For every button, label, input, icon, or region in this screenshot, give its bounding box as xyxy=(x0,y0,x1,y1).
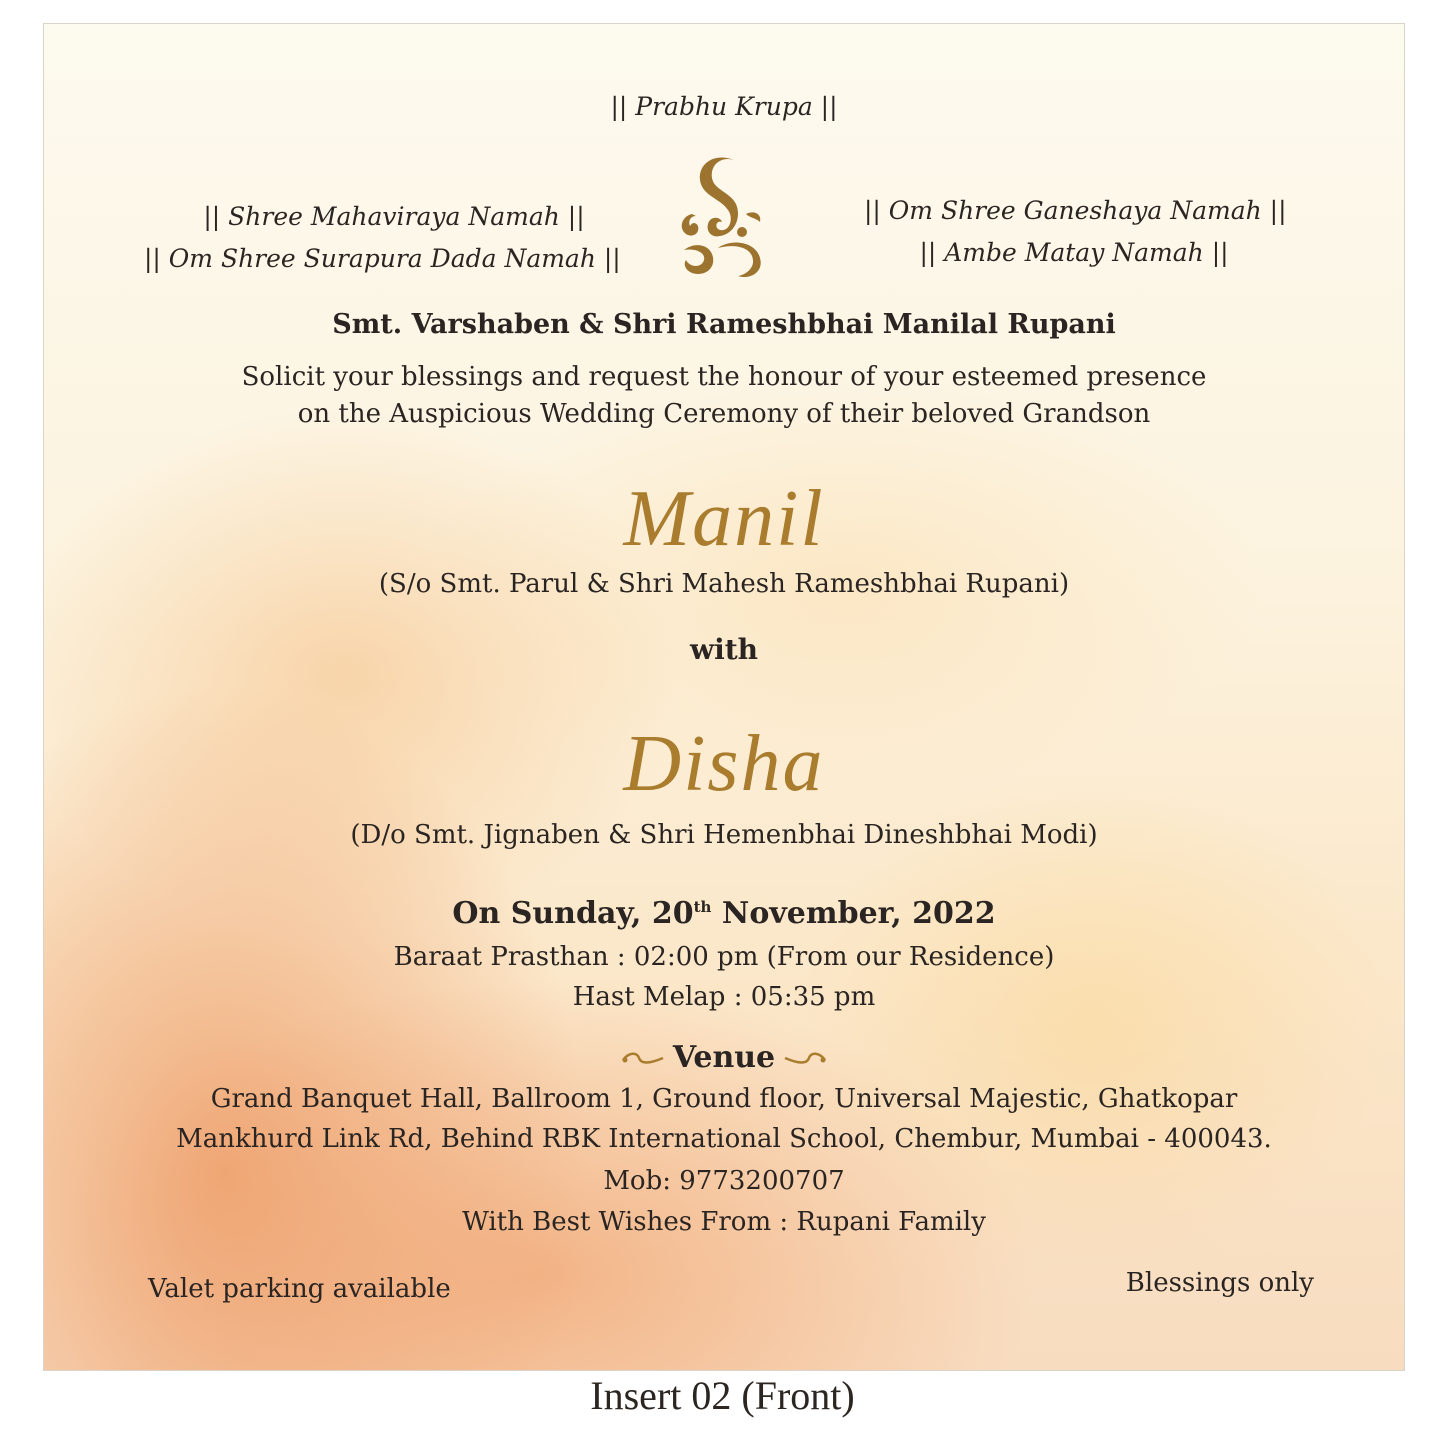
event-date-suffix: th xyxy=(693,898,712,916)
venue-address-line-2: Mankhurd Link Rd, Behind RBK International School, Chembur, Mumbai - 400043. xyxy=(176,1124,1272,1154)
right-invocation-1: || Om Shree Ganeshaya Namah || xyxy=(864,196,1287,225)
bride-name: Disha xyxy=(623,720,825,808)
venue-address-line-1: Grand Banquet Hall, Ballroom 1, Ground floor, Universal Majestic, Ghatkopar xyxy=(210,1084,1238,1114)
left-invocation-2: || Om Shree Surapura Dada Namah || xyxy=(144,244,621,273)
groom-name: Manil xyxy=(623,475,825,563)
valet-parking-note: Valet parking available xyxy=(148,1274,451,1304)
venue-wishes: With Best Wishes From : Rupani Family xyxy=(462,1207,986,1237)
venue-mobile: Mob: 9773200707 xyxy=(603,1166,845,1196)
ganesha-emblem-icon xyxy=(672,152,772,282)
baraat-time: Baraat Prasthan : 02:00 pm (From our Residence) xyxy=(393,942,1055,972)
venue-heading-row xyxy=(44,1040,1404,1075)
invitation-card xyxy=(43,23,1405,1371)
top-invocation: || Prabhu Krupa || xyxy=(610,92,838,121)
hast-melap-time: Hast Melap : 05:35 pm xyxy=(572,982,876,1012)
right-invocation-2: || Ambe Matay Namah || xyxy=(919,238,1229,267)
hosts: Smt. Varshaben & Shri Rameshbhai Manilal Rupani xyxy=(332,309,1116,340)
invitation-line-2: on the Auspicious Wedding Ceremony of their beloved Grandson xyxy=(297,399,1151,429)
flourish-left-icon xyxy=(619,1048,667,1068)
conjunction: with xyxy=(689,633,759,666)
invitation-line-1: Solicit your blessings and request the honour of your esteemed presence xyxy=(241,362,1207,392)
groom-parents: (S/o Smt. Parul & Shri Mahesh Rameshbhai Rupani) xyxy=(378,569,1070,599)
left-invocation-1: || Shree Mahaviraya Namah || xyxy=(203,202,585,231)
bride-parents: (D/o Smt. Jignaben & Shri Hemenbhai Dineshbhai Modi) xyxy=(350,820,1098,850)
event-date-rest: November, 2022 xyxy=(711,896,996,931)
image-caption: Insert 02 (Front) xyxy=(590,1373,855,1418)
event-date xyxy=(44,896,1404,931)
flourish-right-icon xyxy=(781,1048,829,1068)
event-date-prefix: On Sunday, 20 xyxy=(452,896,694,931)
blessings-only-note: Blessings only xyxy=(1125,1268,1314,1298)
venue-heading: Venue xyxy=(672,1040,776,1075)
